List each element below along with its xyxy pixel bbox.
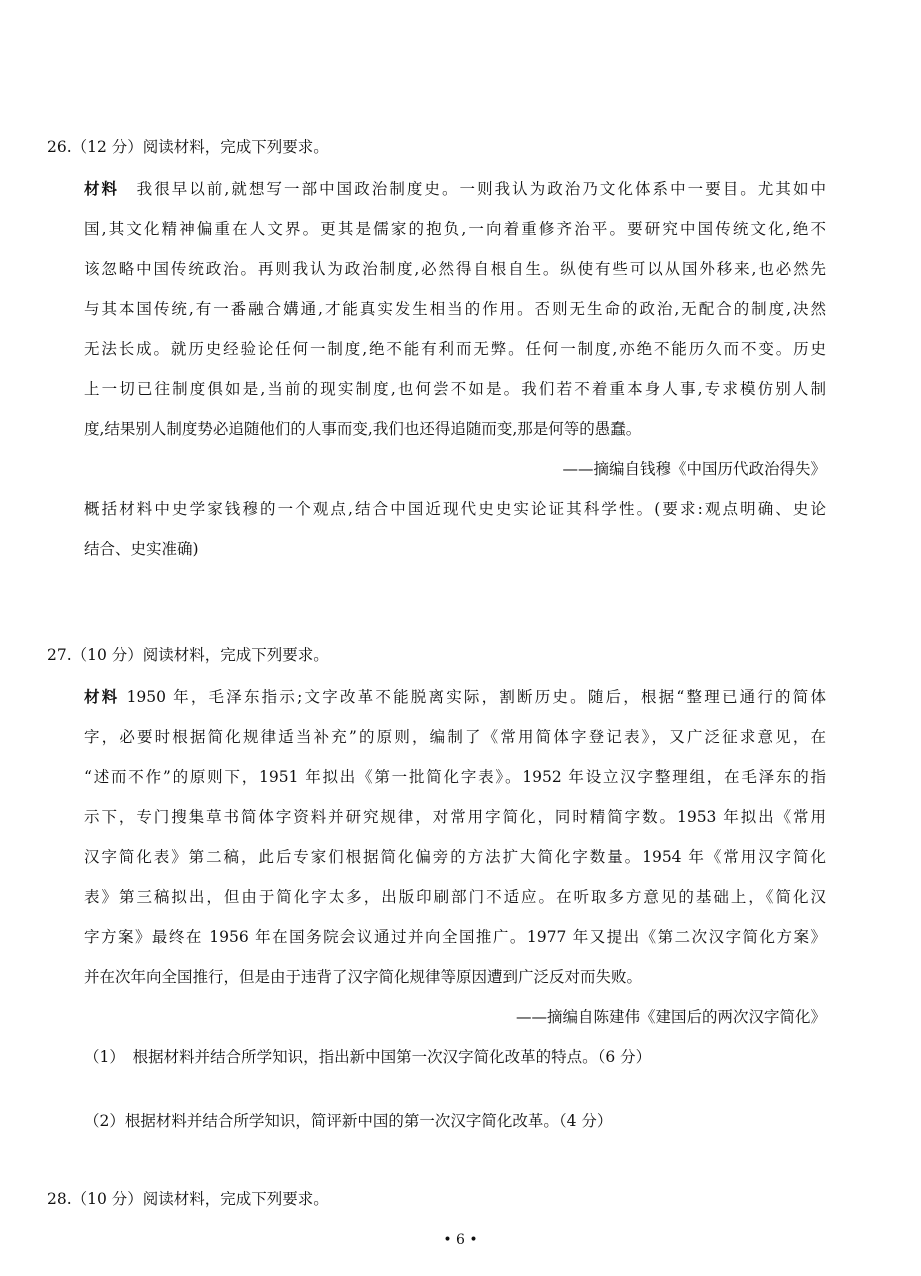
material-line: 示下，专门搜集草书简体字资料并研究规律，对常用字简化，同时精简字数。1953 年拟出《常用	[84, 808, 826, 826]
page-number: • 6 •	[443, 1232, 478, 1248]
material-label: 材料	[84, 179, 120, 198]
task-line: 概括材料中史学家钱穆的一个观点,结合中国近现代史史实论证其科学性。(要求:观点明确、史论	[84, 500, 826, 518]
material-line: 无法长成。就历史经验论任何一制度,绝不能有利而无弊。任何一制度,亦绝不能历久而不变。历史	[84, 340, 826, 358]
material-line: 字，必要时根据简化规律适当补充”的原则，编制了《常用简体字登记表》，又广泛征求意见，在	[84, 728, 826, 746]
question-heading: 27.（10 分）阅读材料，完成下列要求。	[47, 646, 329, 664]
material-source: ——摘编自钱穆《中国历代政治得失》	[562, 460, 826, 478]
sub-question-2: （2）根据材料并结合所学知识，简评新中国的第一次汉字简化改革。（4 分）	[84, 1112, 613, 1130]
material-line: 并在次年向全国推行，但是由于违背了汉字简化规律等原因遭到广泛反对而失败。	[84, 968, 643, 986]
material-source: ——摘编自陈建伟《建国后的两次汉字简化》	[515, 1008, 826, 1026]
question-heading: 28.（10 分）阅读材料，完成下列要求。	[47, 1190, 329, 1208]
material-line: 汉字简化表》第二稿，此后专家们根据简化偏旁的方法扩大简化字数量。1954 年《常用汉字简化	[84, 848, 826, 866]
question-heading: 26.（12 分）阅读材料，完成下列要求。	[47, 138, 329, 156]
material-line: 度,结果别人制度势必追随他们的人事而变,我们也还得追随而变,那是何等的愚蠢。	[84, 420, 642, 438]
material-line: “述而不作”的原则下，1951 年拟出《第一批简化字表》。1952 年设立汉字整理组，在毛泽东的指	[84, 768, 826, 786]
material-line: 表》第三稿拟出，但由于简化字太多，出版印刷部门不适应。在听取多方意见的基础上，《简化汉	[84, 888, 826, 906]
material-line: 该忽略中国传统政治。再则我认为政治制度,必然得自根自生。纵使有些可以从国外移来,也必然先	[84, 260, 826, 278]
material-line: 材料 1950 年，毛泽东指示;文字改革不能脱离实际，割断历史。随后，根据“整理已通行的简体	[84, 687, 826, 706]
material-line: 上一切已往制度俱如是,当前的现实制度,也何尝不如是。我们若不着重本身人事,专求模仿别人制	[84, 380, 826, 398]
material-line: 国,其文化精神偏重在人文界。更其是儒家的抱负,一向着重修齐治平。要研究中国传统文化,绝不	[84, 220, 826, 238]
material-line: 与其本国传统,有一番融合媾通,才能真实发生相当的作用。否则无生命的政治,无配合的制度,决然	[84, 300, 826, 318]
material-label: 材料	[84, 687, 120, 706]
material-line: 材料 我很早以前,就想写一部中国政治制度史。一则我认为政治乃文化体系中一要目。尤其如中	[84, 179, 826, 198]
task-line: 结合、史实准确)	[84, 540, 199, 558]
material-line: 字方案》最终在 1956 年在国务院会议通过并向全国推广。1977 年又提出《第二次汉字简化方案》	[84, 928, 826, 946]
sub-question-1: （1） 根据材料并结合所学知识，指出新中国第一次汉字简化改革的特点。（6 分）	[84, 1048, 652, 1066]
